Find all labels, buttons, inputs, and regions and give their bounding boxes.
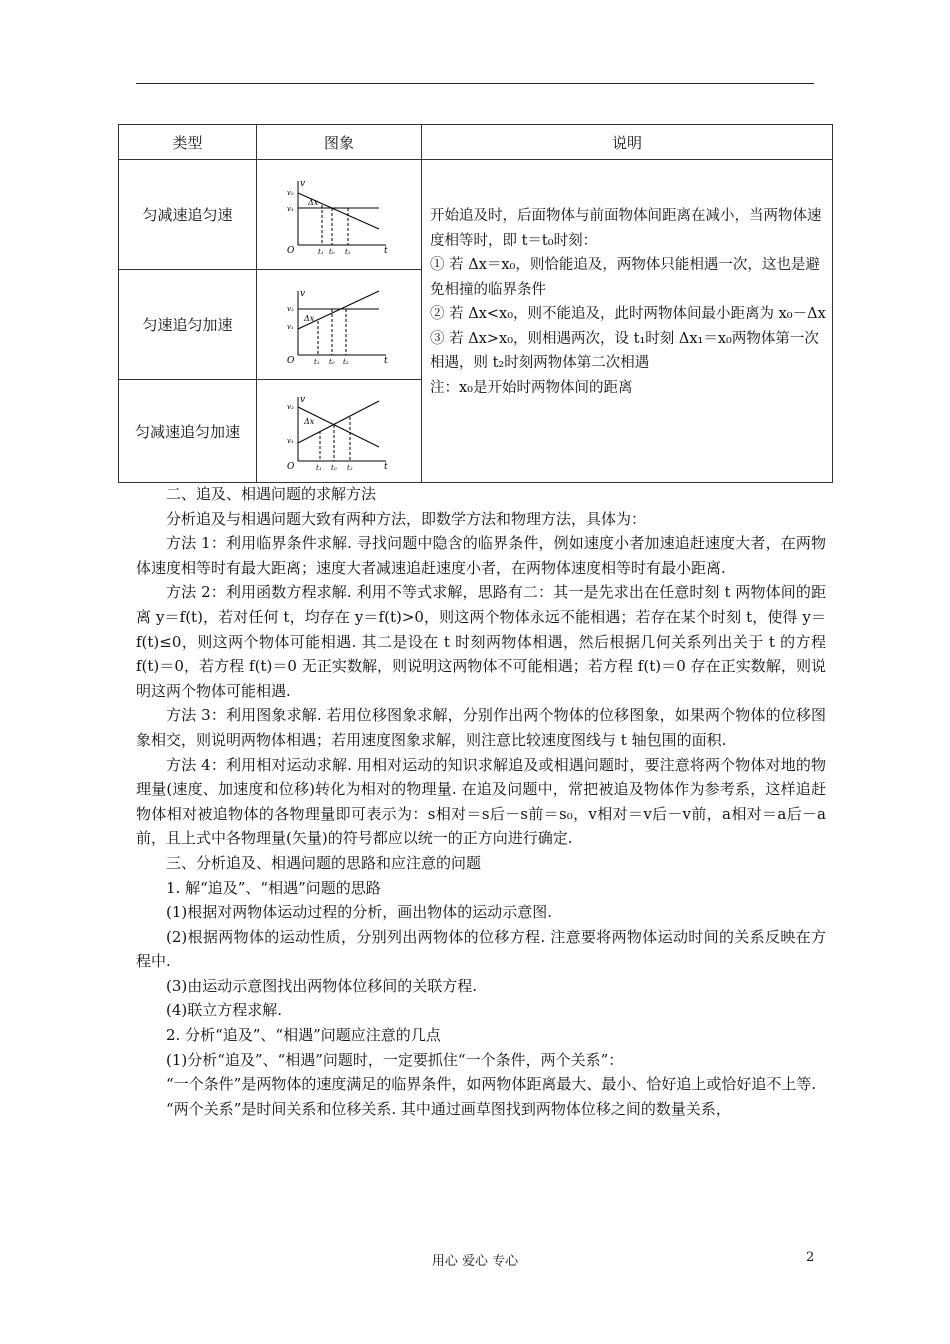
table-row xyxy=(119,160,833,270)
axis-label-t: t xyxy=(384,462,388,471)
label-t1: t₁ xyxy=(318,247,324,255)
desc-line: ① 若 Δx＝x₀，则恰能追及，两物体只能相遇一次，这也是避免相撞的临界条件 xyxy=(430,257,820,298)
header-type: 类型 xyxy=(119,125,257,160)
axis-label-t: t xyxy=(384,245,388,255)
axis-label-t: t xyxy=(384,355,388,365)
desc-line: 注：x₀是开始时两物体间的距离 xyxy=(430,379,633,396)
graph-cell xyxy=(257,270,422,380)
label-v2: v₂ xyxy=(287,304,294,313)
section-heading: 二、追及、相遇问题的求解方法 xyxy=(166,485,377,503)
description-cell xyxy=(422,160,833,483)
label-t1: t₁ xyxy=(314,357,320,365)
graph-cell xyxy=(257,160,422,270)
label-v2: v₂ xyxy=(287,188,294,197)
axis-label-v: v xyxy=(300,178,306,189)
label-t2: t₂ xyxy=(347,464,353,471)
label-dx: Δx xyxy=(308,197,319,207)
label-dx: Δx xyxy=(304,313,315,323)
paragraph: “一个条件”是两物体的速度满足的临界条件，如两物体距离最大、最小、恰好追上或恰好追不上等. xyxy=(166,1075,817,1094)
row-type: 匀减速追匀速 xyxy=(119,160,257,270)
comparison-table xyxy=(118,124,833,483)
label-t0: t₀ xyxy=(329,357,335,365)
paragraph: 方法 3：利用图象求解. 若用位移图象求解，分别作出两个物体的位移图象，如果两个物体的位移图象相交，则说明两物体相遇；若用速度图象求解，则注意比较速度图线与 t 轴包围的面积. xyxy=(136,706,826,749)
origin-label: O xyxy=(287,462,295,471)
row-type: 匀减速追匀加速 xyxy=(119,380,257,483)
paragraph: (3)由运动示意图找出两物体位移间的关联方程. xyxy=(166,976,478,995)
label-v1: v₁ xyxy=(287,322,294,331)
paragraph: 分析追及与相遇问题大致有两种方法，即数学方法和物理方法，具体为： xyxy=(166,509,647,528)
paragraph: (4)联立方程求解. xyxy=(166,1001,283,1020)
desc-line: ② 若 Δx<x₀，则不能追及，此时两物体间最小距离为 x₀－Δx xyxy=(430,306,826,322)
row-type: 匀速追匀加速 xyxy=(119,270,257,380)
vt-graph-uniform-accel xyxy=(284,285,394,365)
paragraph: 方法 2：利用函数方程求解. 利用不等式求解，思路有二：其一是先求出在任意时刻 t 两物体间的距离 y＝f(t)，若对任何 t，均存在 y＝f(t)>0，则这两个物体永远不能相遇；若存在某个时刻 t，使得 y＝f(t)≤0，则这两个物体可能相遇. 其二是设在 t 时刻两物体相遇，然后根据几何关系列出关于 t 的方程 f(t)＝0，若方程 f(t)＝0 无正实数解，则说明这两物体不可能相遇；若方程 f(t)＝0 存在正实数解，则说明这两个物体可能相遇. xyxy=(136,583,826,700)
paragraph: (1)分析“追及”、“相遇”问题时，一定要抓住“一个条件，两个关系”： xyxy=(166,1050,624,1069)
vt-graph-decel-accel xyxy=(284,391,394,471)
header-description: 说明 xyxy=(422,125,833,160)
page-number: 2 xyxy=(806,1250,815,1265)
header-graph: 图象 xyxy=(257,125,422,160)
desc-line: 开始追及时，后面物体与前面物体间距离在减小，当两物体速度相等时，即 t＝t₀时刻： xyxy=(430,208,822,249)
table-header-row xyxy=(119,125,833,160)
label-t1: t₁ xyxy=(316,464,322,471)
label-t0: t₀ xyxy=(329,247,335,255)
label-t2: t₂ xyxy=(345,247,351,255)
axis-label-v: v xyxy=(300,395,306,405)
vt-graph-decel-uniform xyxy=(284,175,394,255)
label-t0: t₀ xyxy=(331,464,337,471)
paragraph: 1. 解“追及”、“相遇”问题的思路 xyxy=(166,878,381,897)
graph-cell xyxy=(257,380,422,483)
paragraph: 方法 4：利用相对运动求解. 用相对运动的知识求解追及或相遇问题时，要注意将两个物体对地的物理量(速度、加速度和位移)转化为相对的物理量. 在追及问题中，常把被追及物体作为参考系，这样追赶物体相对被追物体的各物理量即可表示为：s相对＝s后－s前＝s₀，v相对＝v后－v前，a相对＝a后－a前，且上式中各物理量(矢量)的符号都应以统一的正方向进行确定. xyxy=(136,755,826,848)
paragraph: 方法 1：利用临界条件求解. 寻找问题中隐含的临界条件，例如速度小者加速追赶速度大者，在两物体速度相等时有最大距离；速度大者减速追赶速度小者，在两物体速度相等时有最小距离. xyxy=(136,534,826,577)
axis-label-v: v xyxy=(300,288,306,299)
label-v1: v₁ xyxy=(287,204,294,213)
label-v1: v₁ xyxy=(287,437,294,445)
paragraph: (2)根据两物体的运动性质，分别列出两物体的位移方程. 注意要将两物体运动时间的关系反映在方程中. xyxy=(136,927,826,971)
label-dx: Δx xyxy=(304,417,315,426)
origin-label: O xyxy=(287,355,295,365)
paragraph: 2. 分析“追及”、“相遇”问题应注意的几点 xyxy=(166,1026,441,1045)
paragraph: “两个关系”是时间关系和位移关系. 其中通过画草图找到两物体位移之间的数量关系， xyxy=(166,1099,731,1118)
body-text xyxy=(136,482,826,1121)
origin-label: O xyxy=(287,245,295,255)
desc-line: ③ 若 Δx>x₀，则相遇两次，设 t₁时刻 Δx₁＝x₀两物体第一次相遇，则 t₂时刻两物体第二次相遇 xyxy=(430,330,819,371)
footer-slogan: 用心 爱心 专心 xyxy=(431,1254,519,1269)
label-v2: v₂ xyxy=(287,403,294,411)
label-t2: t₂ xyxy=(343,357,349,365)
header-rule xyxy=(136,83,814,84)
section-heading: 三、分析追及、相遇问题的思路和应注意的问题 xyxy=(166,853,482,872)
paragraph: (1)根据对两物体运动过程的分析，画出物体的运动示意图. xyxy=(166,903,553,922)
